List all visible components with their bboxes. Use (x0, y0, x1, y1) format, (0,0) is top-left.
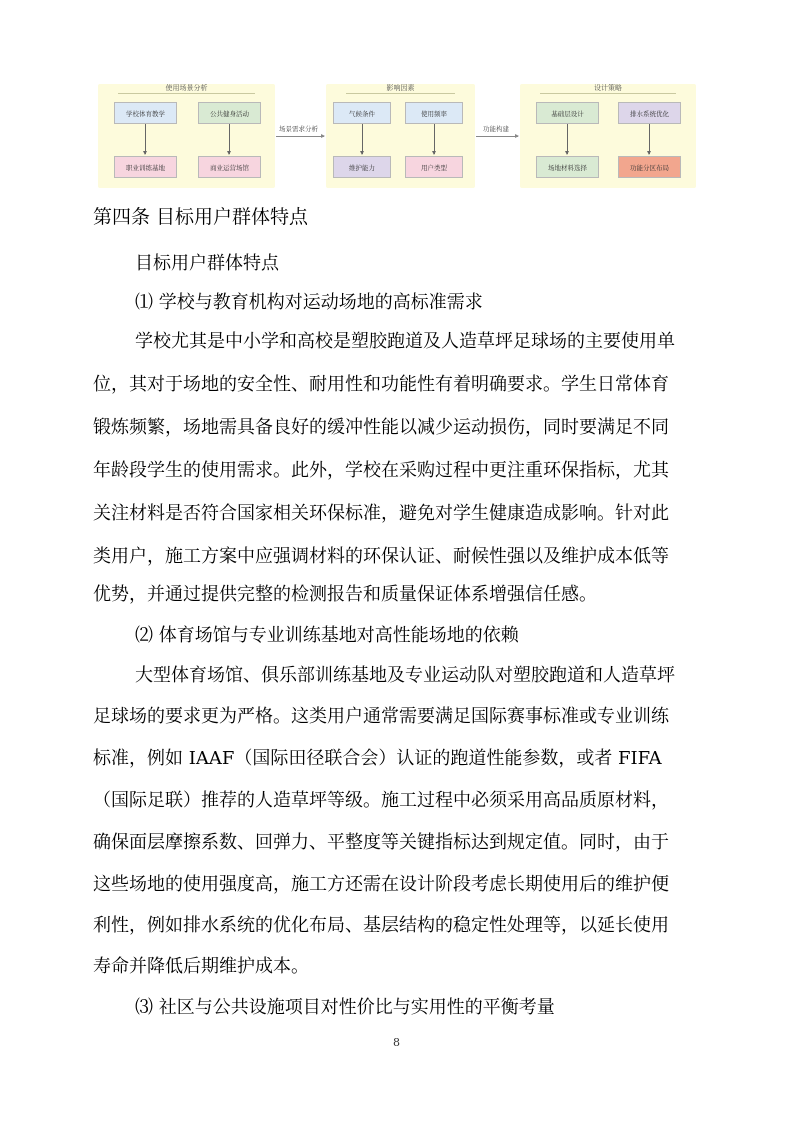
arrow-down (362, 124, 363, 154)
diagram-node: 排水系统优化 (618, 102, 681, 124)
section-title: ⑴ 学校与教育机构对运动场地的高标准需求 (135, 292, 483, 313)
paragraph-line: 利性，例如排水系统的优化布局、基层结构的稳定性处理等，以延长使用 (93, 915, 669, 936)
page-number: 8 (393, 1036, 400, 1049)
connector-arrow (276, 136, 324, 137)
paragraph-line: 优势，并通过提供完整的检测报告和质量保证体系增强信任感。 (93, 584, 597, 605)
section-title: ⑶ 社区与公共设施项目对性价比与实用性的平衡考量 (135, 997, 555, 1018)
arrow-down (229, 124, 230, 154)
connector-label: 场景需求分析 (279, 125, 318, 133)
paragraph-line: 年龄段学生的使用需求。此外，学校在采购过程中更注重环保指标，尤其 (93, 460, 669, 481)
diagram-node: 学校体育教学 (114, 102, 177, 124)
group-title: 设计策略 (520, 84, 696, 94)
arrow-down (145, 124, 146, 154)
diagram-node: 维护能力 (333, 156, 391, 178)
flow-diagram (98, 76, 696, 188)
diagram-group-factors (326, 84, 475, 188)
paragraph-line: 关注材料是否符合国家相关环保标准，避免对学生健康造成影响。针对此 (93, 503, 669, 524)
paragraph-line: 这些场地的使用强度高，施工方还需在设计阶段考虑长期使用后的维护便 (93, 874, 669, 895)
diagram-node: 公共健身活动 (198, 102, 261, 124)
article-heading: 第四条 目标用户群体特点 (93, 206, 309, 228)
paragraph-line: 足球场的要求更为严格。这类用户通常需要满足国际赛事标准或专业训练 (93, 706, 669, 727)
group-title: 影响因素 (326, 84, 475, 94)
diagram-node: 基础层设计 (536, 102, 599, 124)
paragraph-line: 寿命并降低后期维护成本。 (93, 956, 309, 977)
arrow-down (434, 124, 435, 154)
diagram-node: 使用频率 (405, 102, 463, 124)
diagram-node: 商业运营场馆 (198, 156, 261, 178)
paragraph-line: 学校尤其是中小学和高校是塑胶跑道及人造草坪足球场的主要使用单 (135, 331, 675, 352)
diagram-group-usage (98, 84, 275, 188)
diagram-node: 场地材料选择 (536, 156, 599, 178)
diagram-node: 用户类型 (405, 156, 463, 178)
connector-label: 功能构建 (483, 125, 509, 133)
paragraph-line: 大型体育场馆、俱乐部训练基地及专业运动队对塑胶跑道和人造草坪 (135, 665, 675, 686)
paragraph-line: （国际足联）推荐的人造草坪等级。施工过程中必须采用高品质原材料， (93, 790, 669, 811)
section-title: ⑵ 体育场馆与专业训练基地对高性能场地的依赖 (135, 625, 519, 646)
article-subtitle: 目标用户群体特点 (135, 253, 279, 274)
paragraph-line: 锻炼频繁，场地需具备良好的缓冲性能以减少运动损伤，同时要满足不同 (93, 417, 669, 438)
arrow-down (567, 124, 568, 154)
diagram-node: 功能分区布局 (618, 156, 681, 178)
paragraph-line: 标准，例如 IAAF（国际田径联合会）认证的跑道性能参数，或者 FIFA (93, 748, 662, 769)
connector-arrow (476, 136, 518, 137)
diagram-node: 气候条件 (333, 102, 391, 124)
paragraph-line: 位，其对于场地的安全性、耐用性和功能性有着明确要求。学生日常体育 (93, 374, 669, 395)
paragraph-line: 确保面层摩擦系数、回弹力、平整度等关键指标达到规定值。同时，由于 (93, 832, 669, 853)
arrow-down (649, 124, 650, 154)
diagram-node: 职业训练基地 (114, 156, 177, 178)
paragraph-line: 类用户，施工方案中应强调材料的环保认证、耐候性强以及维护成本低等 (93, 546, 669, 567)
group-title: 使用场景分析 (98, 84, 275, 94)
diagram-group-strategy (520, 84, 696, 188)
